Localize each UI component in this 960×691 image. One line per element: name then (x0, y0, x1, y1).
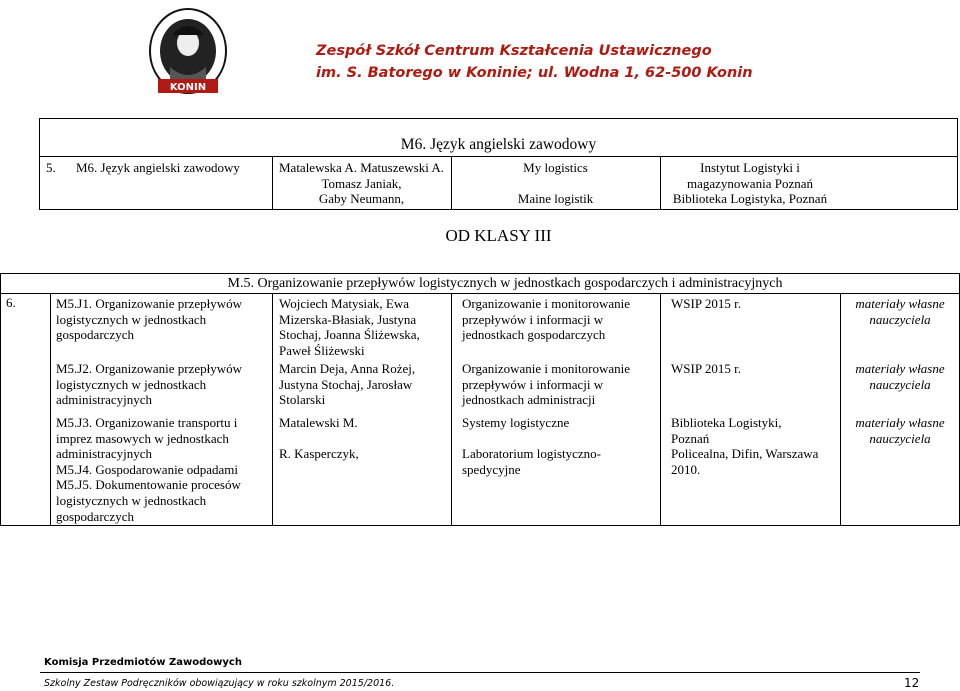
logo-city: KONIN (169, 82, 207, 93)
m5-heading: M.5. Organizowanie przepływów logistycznych w jednostkach gospodarczych i administracyjnych (227, 276, 783, 291)
m5-row3-publisher: Biblioteka Logistyki, Poznań Policealna, Difin, Warszawa 2010. (671, 415, 819, 477)
m5-row1-publisher: WSIP 2015 r. (671, 296, 741, 311)
m5-row3-title: Systemy logistyczne Laboratorium logistyczno- spedycyjne (462, 415, 601, 477)
m5-row3-note: materiały własne nauczyciela (855, 415, 945, 446)
m5-row1-authors: Wojciech Matysiak, Ewa Mizerska-Błasiak, Justyna Stochaj, Joanna Śliżewska, Paweł Śliżewski (279, 296, 420, 358)
m6-row-number: 5. (46, 160, 56, 175)
m5-row3-authors: Matalewski M. R. Kasperczyk, (279, 415, 359, 462)
m5-row2-authors: Marcin Deja, Anna Rożej, Justyna Stochaj, Jarosław Stolarski (279, 361, 416, 408)
m6-titles: My logistics Maine logistik (517, 160, 594, 206)
page-number: 12 (904, 676, 920, 690)
school-address: im. S. Batorego w Koninie; ul. Wodna 1, 62-500 Konin (316, 65, 753, 81)
m6-authors: Matalewska A. Matuszewski A. Tomasz Janiak, Gaby Neumann, (278, 160, 444, 207)
m5-row2-title: Organizowanie i monitorowanie przepływów i informacji w jednostkach administracji (462, 361, 630, 408)
school-name: Zespół Szkół Centrum Kształcenia Ustawicznego (316, 43, 712, 59)
footer-subtitle: Szkolny Zestaw Podręczników obowiązujący w roku szkolnym 2015/2016. (44, 678, 395, 689)
m5-row2-publisher: WSIP 2015 r. (671, 361, 741, 376)
m6-module: M6. Język angielski zawodowy (76, 160, 240, 175)
m5-row2-module: M5.J2. Organizowanie przepływów logistycznych w jednostkach administracyjnych (56, 361, 243, 408)
school-logo (92, 1, 284, 95)
m5-row2-note: materiały własne nauczyciela (855, 361, 945, 392)
m5-number: 6. (6, 295, 16, 310)
class-heading: OD KLASY III (445, 226, 552, 245)
footer-commission: Komisja Przedmiotów Zawodowych (44, 657, 242, 668)
m6-publishers: Instytut Logistyki i magazynowania Poznań Biblioteka Logistyka, Poznań (672, 160, 828, 207)
m5-row1-module: M5.J1. Organizowanie przepływów logistycznych w jednostkach gospodarczych (56, 296, 243, 343)
school-title (316, 40, 956, 84)
m6-heading: M6. Język angielski zawodowy (400, 136, 597, 153)
footer-divider (40, 672, 920, 673)
m5-row1-title: Organizowanie i monitorowanie przepływów i informacji w jednostkach gospodarczych (462, 296, 630, 343)
m5-row3-module: M5.J3. Organizowanie transportu i imprez masowych w jednostkach administracyjnych M5.J4. Gospodarowanie odpadami M5.J5. Dokumentowanie procesów logistycznych w jednostkach gospodarczych (56, 415, 241, 524)
m5-row1-note: materiały własne nauczyciela (855, 296, 945, 327)
